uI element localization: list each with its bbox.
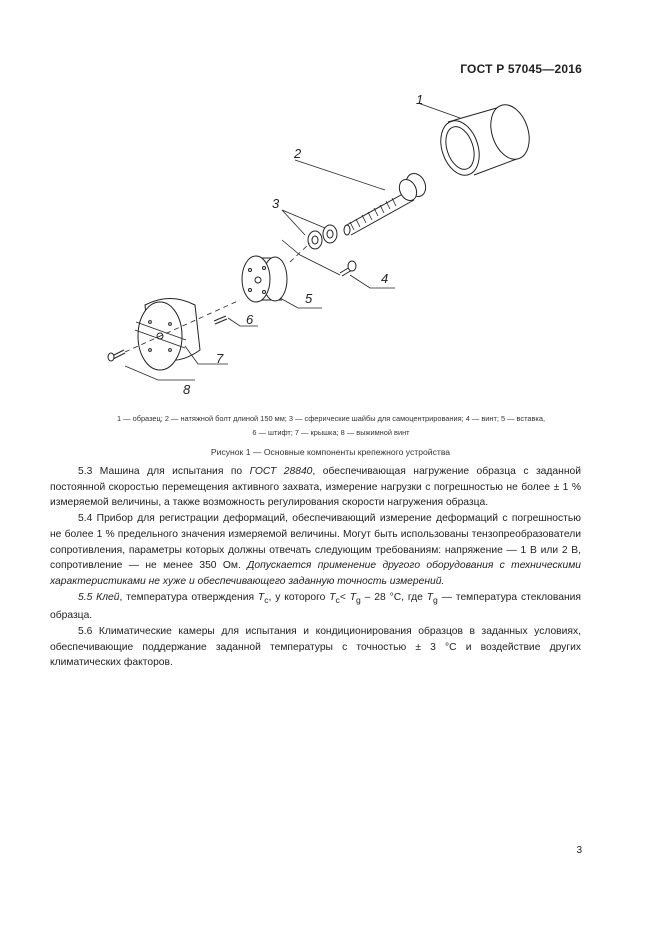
body-text	[50, 464, 581, 671]
pin	[214, 316, 227, 324]
callout-6: 6	[246, 312, 254, 327]
standard-code: ГОСТ Р 57045—2016	[460, 62, 582, 76]
insert-disc	[242, 256, 287, 302]
callout-8: 8	[183, 382, 191, 397]
page-number: 3	[576, 845, 582, 856]
section-5-3: 5.3 Машина для испытания по ГОСТ 28840, обеспечивающая нагружение образца с заданной постоянной скоростью перемещения активного захвата, измерение нагрузки с погрешностью не более ± 1 % измеряемой величины, а также возможность регулирования скорости нагружения образца.	[50, 466, 581, 509]
section-5-5: 5.5 Клей, температура отверждения $T_c$, у которого $T_c< T_g - 28$ °С, где $T_g$ — температура стеклования образца.	[50, 591, 582, 622]
cap	[135, 299, 200, 371]
legend-line-1: 1 — образец; 2 — натяжной болт длиной 150 мм; 3 — сферические шайбы для самоцентрирования; 4 — винт; 5 — вставка,	[117, 414, 545, 423]
callout-1: 1	[416, 92, 424, 107]
legend-line-2: 6 — штифт; 7 — крышка; 8 — выжимной винт	[252, 428, 410, 437]
spherical-washers	[308, 225, 337, 249]
callout-4: 4	[381, 271, 389, 286]
figure-legend	[56, 412, 606, 440]
screw	[340, 261, 356, 276]
section-5-4: 5.4 Прибор для регистрации деформаций, обеспечивающий измерение деформаций с погрешностью не более 1 % предельного значения измеряемой величины. Могут быть использованы тензопреобразователи сопротивления, параметры которых должны отвечать следующим требованиям: напряжение — 1 В или 2 В, сопротивление — не менее 350 Ом. Допускается применение другого оборудования с техническими характеристиками не хуже и обеспечивающего заданную точность измерений.	[50, 513, 581, 587]
tension-bolt	[344, 170, 429, 235]
callout-7: 7	[216, 351, 224, 366]
specimen-cylinder	[434, 100, 536, 180]
callout-5: 5	[305, 291, 313, 306]
callout-3: 3	[272, 196, 280, 211]
figure-title: Рисунок 1 — Основные компоненты крепежного устройства	[210, 447, 451, 457]
jack-screw	[108, 350, 125, 361]
callout-2: 2	[294, 146, 302, 161]
section-5-6: 5.6 Климатические камеры для испытания и кондиционирования образцов в заданных условиях, обеспечивающие поддержание заданной температуры с точностью ± 3 °С и воздействие других климатических факторов.	[50, 626, 581, 669]
fixture-exploded-drawing	[40, 80, 620, 410]
gost-reference: ГОСТ 28840	[249, 466, 313, 477]
